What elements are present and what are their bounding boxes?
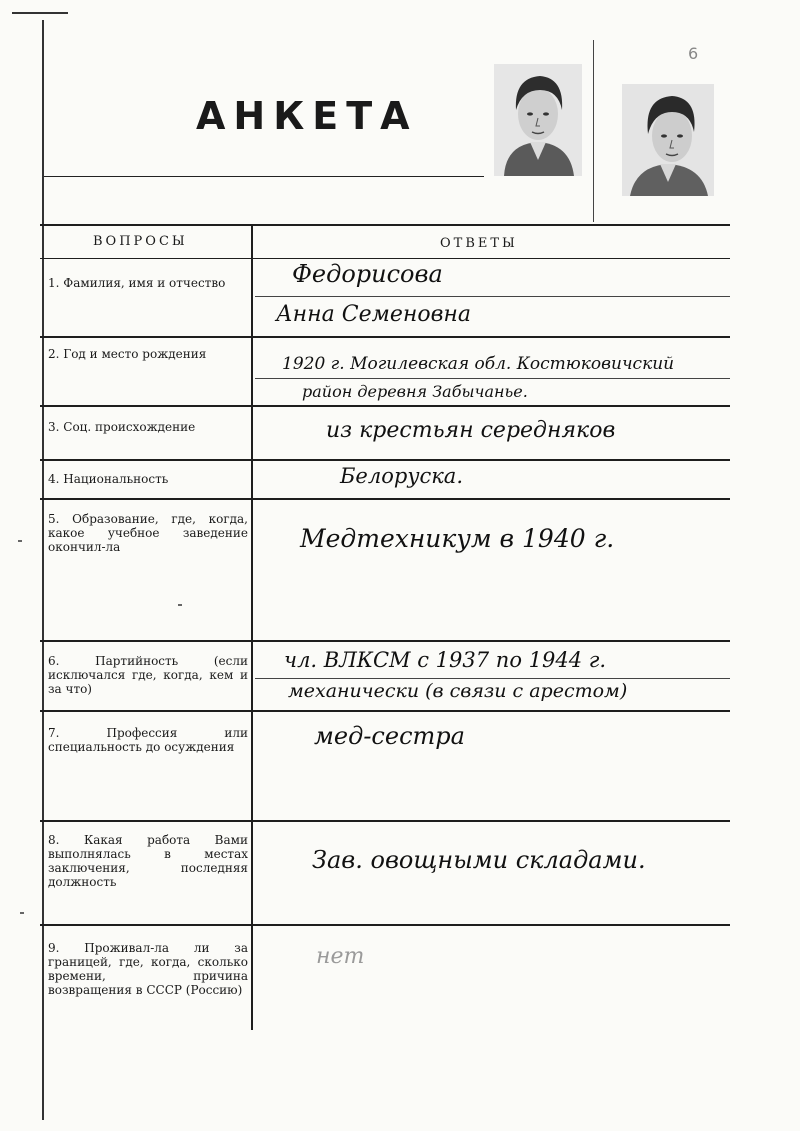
row-separator [40, 498, 730, 500]
question-3: 3. Соц. происхождение [48, 420, 196, 434]
question-7: 7. Профессия или специальность до осуждения [48, 726, 248, 754]
answer-line [255, 378, 730, 379]
table-top-rule [40, 224, 730, 226]
form-title: АНКЕТА [196, 94, 418, 138]
row-separator [40, 405, 730, 407]
title-rule [44, 176, 484, 177]
answer-line [255, 296, 730, 297]
question-6: 6. Партийность (если исключался где, когда, кем и за что) [48, 654, 248, 696]
answer-2-line-1: 1920 г. Могилевская обл. Костюковичский [282, 354, 675, 374]
answer-5: Медтехникум в 1940 г. [300, 524, 615, 553]
answer-9: нет [316, 944, 365, 969]
margin-speck [20, 912, 24, 914]
question-4: 4. Национальность [48, 472, 169, 486]
row-separator [40, 710, 730, 712]
answer-6-line-2: механически (в связи с арестом) [288, 680, 628, 702]
row-separator [40, 640, 730, 642]
top-pen-mark [12, 12, 68, 14]
question-1: 1. Фамилия, имя и отчество [48, 276, 226, 290]
margin-speck [18, 540, 22, 542]
question-2: 2. Год и место рождения [48, 347, 207, 361]
row-separator [40, 459, 730, 461]
photo-divider [593, 40, 594, 222]
paper-speck [178, 604, 182, 606]
answer-6-line-1: чл. ВЛКСМ с 1937 по 1944 г. [284, 648, 607, 672]
portrait-photo-side [622, 84, 714, 196]
answer-7: мед-сестра [314, 722, 465, 750]
questions-header: ВОПРОСЫ [93, 234, 188, 249]
question-9: 9. Проживал-ла ли за границей, где, когда, сколько времени, причина возвращения в СССР (Россию) [48, 941, 248, 997]
portrait-side-image [622, 84, 714, 196]
answer-3: из крестьян середняков [326, 418, 616, 443]
portrait-photo-front [494, 64, 582, 176]
answer-2-line-2: район деревня Забычанье. [302, 382, 528, 401]
column-divider [251, 226, 253, 1030]
question-5: 5. Образование, где, когда, какое учебное заведение окончил-ла [48, 512, 248, 554]
row-separator [40, 820, 730, 822]
answer-8: Зав. овощными складами. [312, 846, 646, 874]
portrait-front-image [494, 64, 582, 176]
answer-line [255, 678, 730, 679]
answers-header: ОТВЕТЫ [440, 236, 518, 251]
binding-line [42, 20, 44, 1120]
answer-1-line-1: Федорисова [292, 260, 443, 288]
answer-4: Белоруска. [340, 464, 463, 488]
header-rule [40, 258, 730, 259]
page-number: 6 [688, 44, 699, 63]
row-separator [40, 336, 730, 338]
answer-1-line-2: Анна Семеновна [276, 302, 472, 327]
row-separator [40, 924, 730, 926]
question-8: 8. Какая работа Вами выполнялась в местах заключения, последняя должность [48, 833, 248, 889]
